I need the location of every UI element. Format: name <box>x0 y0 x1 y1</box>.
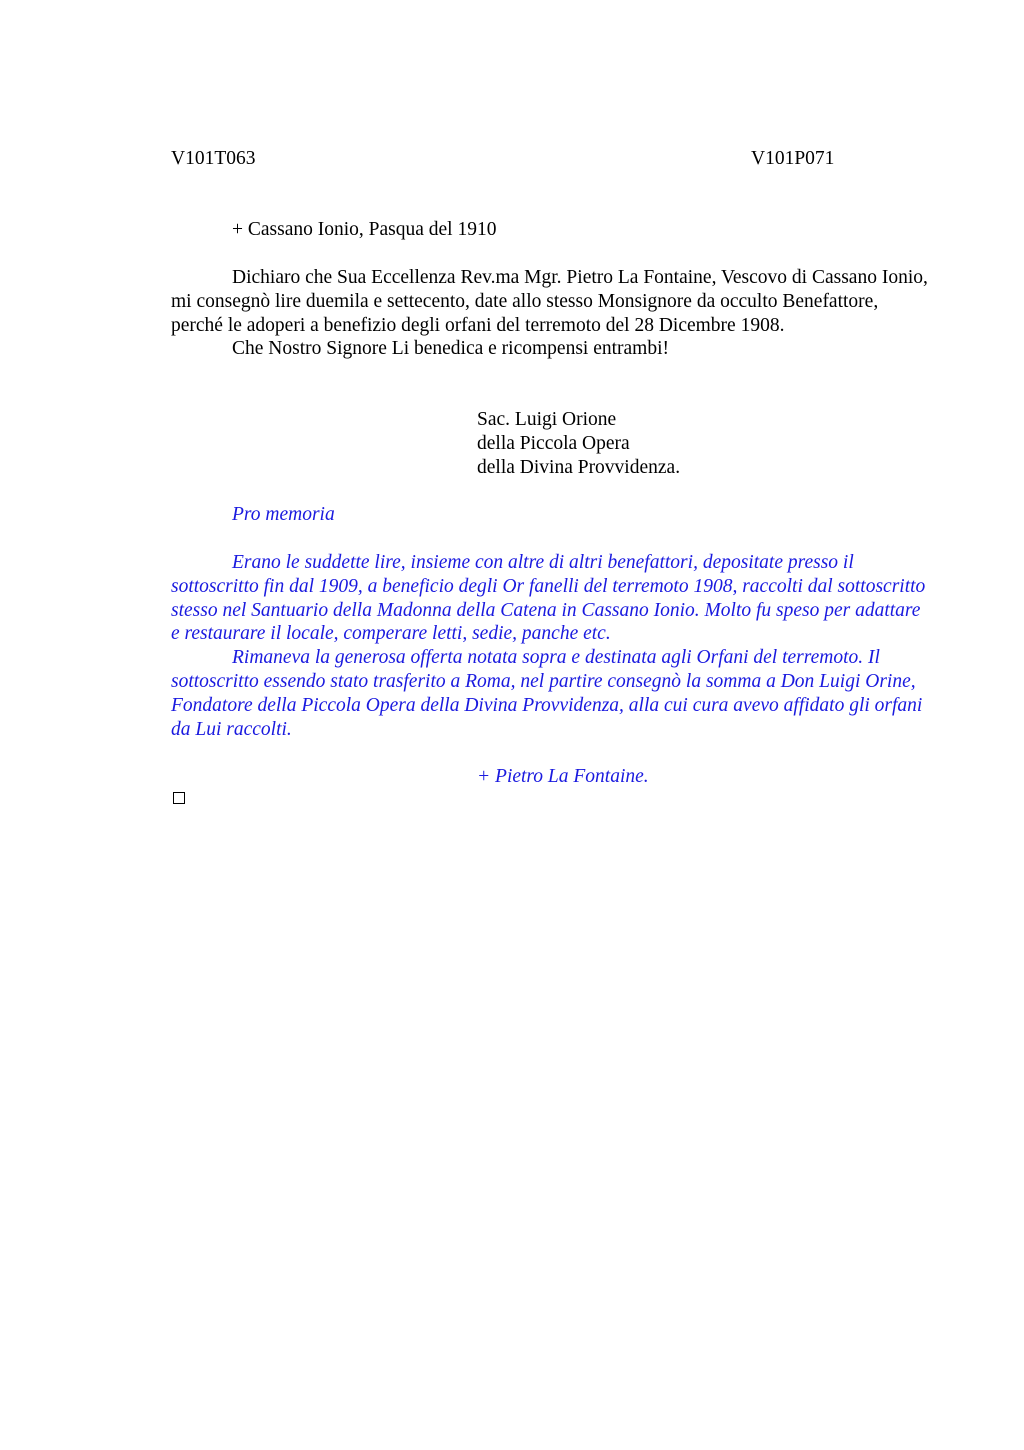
signature-line-2: della Piccola Opera <box>477 432 630 454</box>
header-left-code: V101T063 <box>171 148 256 169</box>
header-right-code: V101P071 <box>751 148 835 169</box>
signature-line-1: Sac. Luigi Orione <box>477 409 617 430</box>
letter-paragraph-2: Che Nostro Signore Li benedica e ricompensi entrambi! <box>232 338 669 360</box>
memo-paragraph-2: Rimaneva la generosa offerta notata sopra e destinata agli Orfani del terremoto. Il sottoscritto essendo stato trasferito a Roma, nel partire consegnò la somma a Don Luigi Orine, Fondatore della Piccola Opera della Divina Provvidenza, alla cui cura avevo affidato gli orfani da Lui raccolti. <box>171 647 923 740</box>
signature-line-3: della Divina Provvidenza. <box>477 456 681 478</box>
memo-paragraph-1: Erano le suddette lire, insieme con altre di altri benefattori, depositate presso il sottoscritto fin dal 1909, a beneficio degli Or fanelli del terremoto 1908, raccolti dal sottoscritto stesso nel Santuario della Madonna della Catena in Cassano Ionio. Molto fu speso per adattare e restaurare il locale, comperare letti, sedie, panche etc. <box>171 552 926 645</box>
letter-body <box>171 266 931 361</box>
letter-paragraph-1: Dichiaro che Sua Eccellenza Rev.ma Mgr. Pietro La Fontaine, Vescovo di Cassano Ionio, mi consegnò lire duemila e settecento, date allo stesso Monsignore da occulto Benefattore, perché le adoperi a benefizio degli orfani del terremoto del 28 Dicembre 1908. <box>171 267 928 336</box>
memo-body <box>171 551 931 741</box>
memo-signature: + Pietro La Fontaine. <box>477 766 649 787</box>
memo-title: Pro memoria <box>232 504 335 525</box>
end-box-icon <box>173 792 185 804</box>
date-line: + Cassano Ionio, Pasqua del 1910 <box>232 219 497 240</box>
letter-signature <box>477 408 680 479</box>
